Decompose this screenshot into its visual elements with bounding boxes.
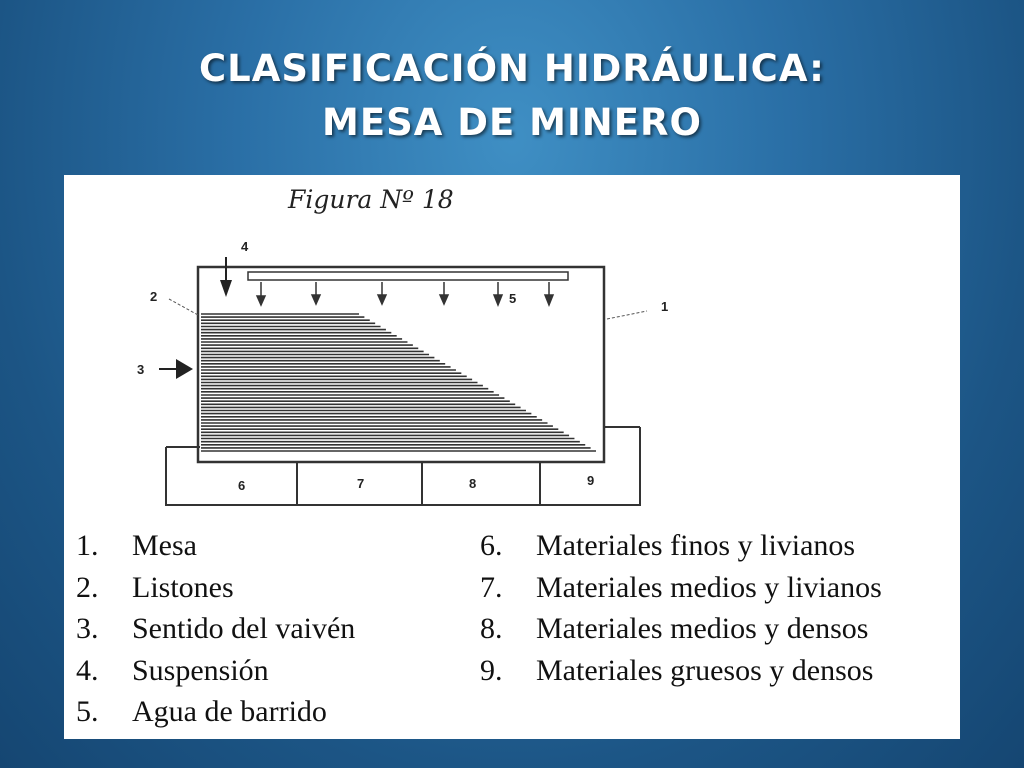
label-4: 4 <box>241 239 249 254</box>
riffles <box>201 314 596 451</box>
feed-arrow-head <box>220 280 232 297</box>
bin-label-6: 6 <box>238 478 246 493</box>
legend-right <box>480 525 882 691</box>
leader-1 <box>607 311 647 319</box>
legend-item: 7. Materiales medios y livianos <box>480 570 882 604</box>
label-2: 2 <box>150 289 158 304</box>
legend-item: 5. Agua de barrido <box>76 695 327 728</box>
figure-panel <box>64 175 960 739</box>
leader-2 <box>169 299 198 315</box>
label-1: 1 <box>661 299 669 314</box>
slide-title <box>0 42 1024 150</box>
label-3: 3 <box>137 362 145 377</box>
legend-item: 4. Suspensión <box>76 653 269 687</box>
figure-caption: Figura Nº 18 <box>288 185 454 214</box>
legend-item: 2. Listones <box>76 570 234 604</box>
legend-left <box>76 525 355 733</box>
legend-item: 9. Materiales gruesos y densos <box>480 653 874 687</box>
title-line-1: CLASIFICACIÓN HIDRÁULICA: <box>199 47 825 90</box>
bin-label-9: 9 <box>587 473 595 488</box>
bin-label-8: 8 <box>469 476 477 491</box>
water-pipe <box>248 272 568 280</box>
label-5: 5 <box>509 291 517 306</box>
bin-label-7: 7 <box>357 476 365 491</box>
legend-item: 3. Sentido del vaivén <box>76 612 356 645</box>
shake-arrow-head <box>176 359 193 379</box>
legend-item: 8. Materiales medios y densos <box>480 612 869 645</box>
legend-item: 1. Mesa <box>76 529 197 562</box>
title-line-2: MESA DE MINERO <box>322 101 702 144</box>
legend-item: 6. Materiales finos y livianos <box>480 529 856 562</box>
